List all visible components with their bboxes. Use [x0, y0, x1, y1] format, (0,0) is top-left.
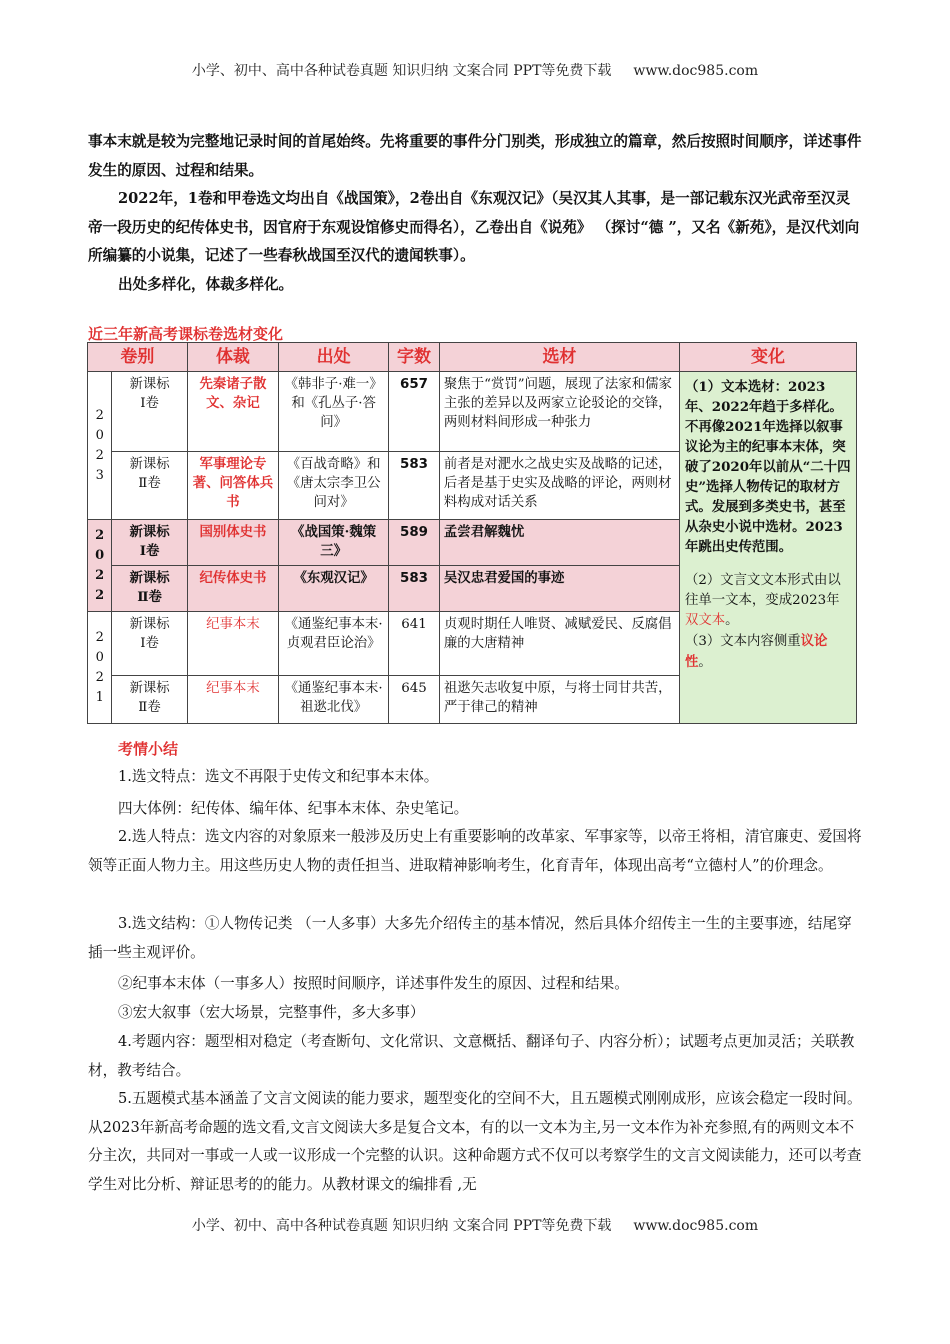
- col-header-paper: 卷别: [88, 343, 188, 372]
- source-cell: 《通鉴纪事本末·祖逖北伐》: [279, 676, 389, 724]
- change-point-3: （3）文本内容侧重议论性。: [684, 633, 828, 670]
- source-cell: 《百战奇略》和《唐太宗李卫公问对》: [279, 452, 389, 520]
- summary-item-1: 1.选文特点：选文不再限于史传文和纪事本末体。: [118, 768, 439, 785]
- table-title: 近三年新高考课标卷选材变化: [88, 325, 284, 343]
- count-cell: 657: [389, 372, 440, 452]
- header-text: 小学、初中、高中各种试卷真题 知识归纳 文案合同 PPT等免费下载: [191, 63, 612, 79]
- genre-cell: 军事理论专著、问答体兵书: [187, 452, 279, 520]
- intro-paragraph-2: 2022年，1卷和甲卷选文均出自《战国策》，2卷出自《东观汉记》（吴汉其人其事，是一部记载东汉光武帝至汉灵帝一段历史的纪传体史书，因官府于东观设馆修史而得名），乙卷出自《说苑》 （探讨“德 ”，又名《新苑》，是汉代刘向所编纂的小说集，记述了一些春秋战国至汉代的遗闻轶事）。: [88, 190, 860, 264]
- summary-title: 考情小结: [118, 740, 179, 758]
- genre-cell: 先秦诸子散文、杂记: [187, 372, 279, 452]
- year-2022: 2 0 2 2: [88, 520, 112, 612]
- col-header-change: 变化: [679, 343, 856, 372]
- intro-paragraph-1: 事本末就是较为完整地记录时间的首尾始终。先将重要的事件分门别类，形成独立的篇章，然后按照时间顺序，详述事件发生的原因、过程和结果。: [88, 133, 862, 179]
- count-cell: 641: [389, 612, 440, 676]
- material-cell: 聚焦于“赏罚”问题，展现了法家和儒家主张的差异以及两家立论驳论的交锋，两则材料间形成一种张力: [439, 372, 679, 452]
- genre-cell: 纪传体史书: [187, 566, 279, 612]
- change-point-2: （2）文言文文本形式由以往单一文本，变成2023年双文本。: [684, 573, 841, 628]
- col-header-material: 选材: [439, 343, 679, 372]
- genre-cell: 国别体史书: [187, 520, 279, 566]
- source-cell: 《通鉴纪事本末·贞观君臣论治》: [279, 612, 389, 676]
- summary-item-7: 4.考题内容：题型相对稳定（考查断句、文化常识、文意概括、翻译句子、内容分析）；试题考点更加灵活；关联教材，教考结合。: [88, 1033, 855, 1079]
- material-cell: 前者是对淝水之战史实及战略的记述，后者是基于史实及战略的评论，两则材料构成对话关系: [439, 452, 679, 520]
- argument-highlight: 议论性: [684, 633, 828, 670]
- paper-cell: 新课标 Ⅱ卷: [112, 676, 187, 724]
- paper-cell: 新课标 Ⅰ卷: [112, 372, 187, 452]
- genre-cell: 纪事本末: [187, 612, 279, 676]
- paper-cell: 新课标 Ⅱ卷: [112, 452, 187, 520]
- summary-item-4: 3.选文结构：①人物传记类 （一人多事）大多先介绍传主的基本情况，然后具体介绍传主一生的主要事迹，结尾穿插一些主观评价。: [88, 915, 852, 961]
- year-2023: 2 0 2 3: [88, 372, 112, 520]
- paper-cell: 新课标 Ⅰ卷: [112, 612, 187, 676]
- change-cell: [679, 372, 856, 724]
- count-cell: 645: [389, 676, 440, 724]
- summary-item-5: ②纪事本末体（一事多人）按照时间顺序，详述事件发生的原因、过程和结果。: [118, 975, 629, 992]
- count-cell: 589: [389, 520, 440, 566]
- source-cell: 《韩非子·难一》和《孔丛子·答问》: [279, 372, 389, 452]
- material-cell: 祖逖矢志收复中原，与将士同甘共苦，严于律己的精神: [439, 676, 679, 724]
- change-point-1: （1）文本选材：2023年、2022年趋于多样化。不再像2021年选择以叙事议论为主的纪事本末体，突破了2020年以前从“二十四史”选择人物传记的取材方式。发展到多类史书，甚至从杂史小说中选材。2023年跳出史传范围。: [684, 379, 851, 555]
- page-header: [0, 60, 950, 80]
- material-cell: 吴汉忠君爱国的事迹: [439, 566, 679, 612]
- count-cell: 583: [389, 452, 440, 520]
- selection-table: [87, 342, 857, 724]
- footer-text: 小学、初中、高中各种试卷真题 知识归纳 文案合同 PPT等免费下载: [191, 1218, 612, 1234]
- genre-cell: 纪事本末: [187, 676, 279, 724]
- summary-item-2: 四大体例：纪传体、编年体、纪事本末体、杂史笔记。: [118, 800, 469, 817]
- paper-cell: 新课标 Ⅰ卷: [112, 520, 187, 566]
- source-cell: 《东观汉记》: [279, 566, 389, 612]
- summary-item-6: ③宏大叙事（宏大场景，完整事件，多大多事）: [118, 1004, 425, 1021]
- table-header-row: [88, 343, 857, 372]
- summary-item-8: 5.五题模式基本涵盖了文言文阅读的能力要求，题型变化的空间不大，且五题模式刚刚成形，应该会稳定一段时间。从2023年新高考命题的选文看,文言文阅读大多是复合文本，有的以一文本为主,另一文本作为补充参照,有的两则文本不分主次，共同对一事或一人或一议形成一个完整的认识。这种命题方式不仅可以考察学生的文言文阅读能力，还可以考查学生对比分析、辩证思考的的能力。从教材课文的编排看 ,无: [88, 1090, 862, 1193]
- table-row: [88, 372, 857, 452]
- intro-paragraph-3: 出处多样化，体裁多样化。: [118, 276, 294, 293]
- header-url: www.doc985.com: [633, 63, 759, 79]
- col-header-genre: 体裁: [187, 343, 279, 372]
- material-cell: 孟尝君解魏忧: [439, 520, 679, 566]
- page-footer: [0, 1215, 950, 1235]
- material-cell: 贞观时期任人唯贤、减赋爱民、反腐倡廉的大唐精神: [439, 612, 679, 676]
- paper-cell: 新课标 Ⅱ卷: [112, 566, 187, 612]
- col-header-count: 字数: [389, 343, 440, 372]
- double-text-highlight: 双文本: [684, 613, 726, 628]
- footer-url: www.doc985.com: [633, 1218, 759, 1234]
- year-2021: 2 0 2 1: [88, 612, 112, 724]
- col-header-source: 出处: [279, 343, 389, 372]
- summary-item-3: 2.选人特点：选文内容的对象原来一般涉及历史上有重要影响的改革家、军事家等，以帝王将相，清官廉吏、爱国将领等正面人物力主。用这些历史人物的责任担当、进取精神影响考生，化育青年，体现出高考“立德村人”的价理念。: [88, 828, 862, 874]
- source-cell: 《战国策·魏策三》: [279, 520, 389, 566]
- count-cell: 583: [389, 566, 440, 612]
